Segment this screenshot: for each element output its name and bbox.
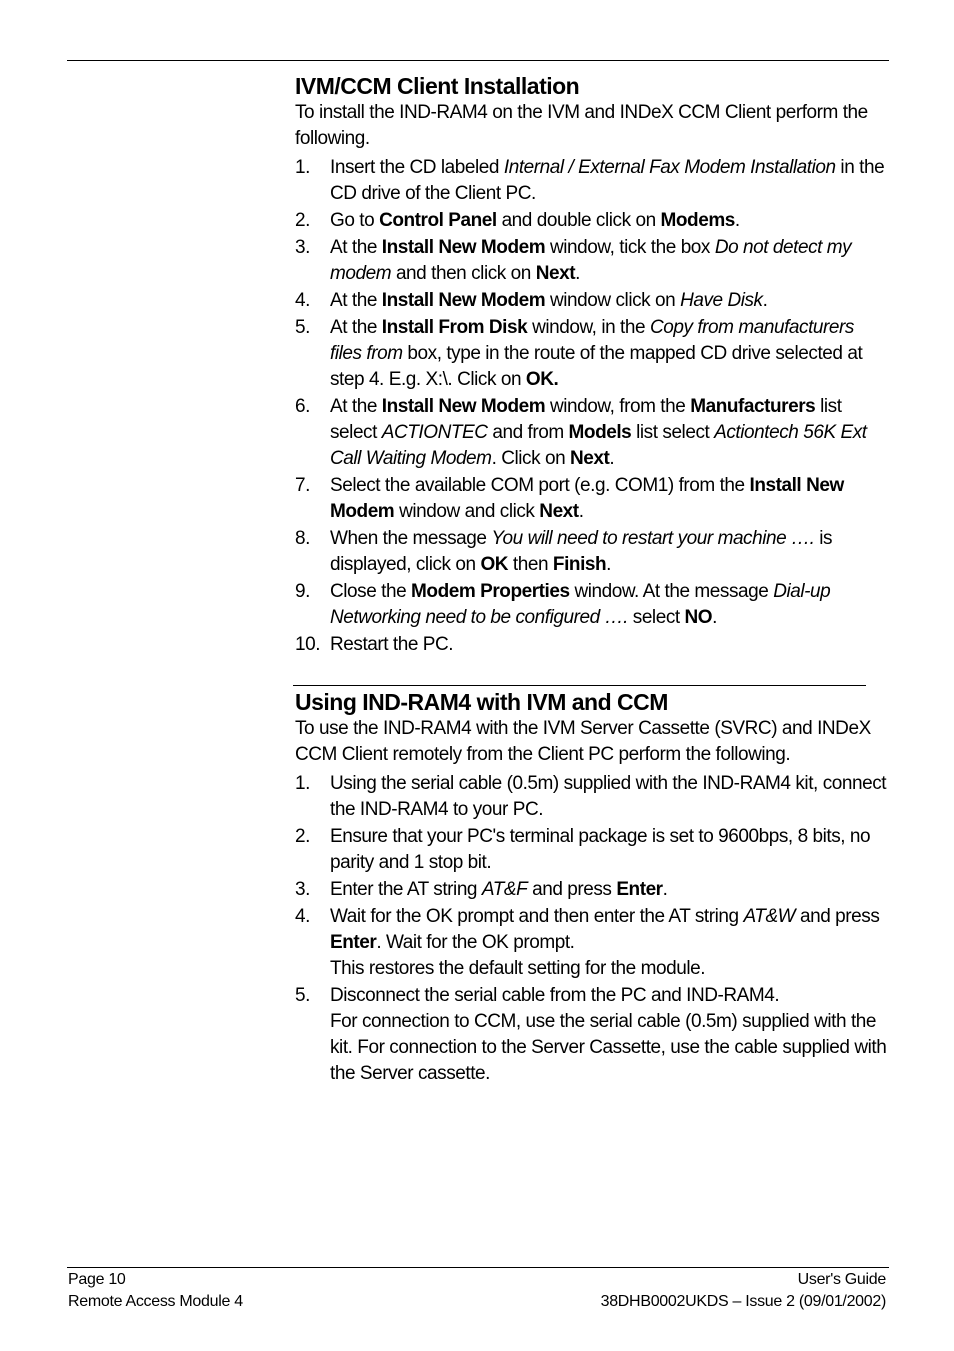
steps-list: [295, 155, 887, 658]
step-text-run: . Click on: [491, 448, 571, 469]
bold-term: Enter: [330, 932, 377, 953]
step-number: 5.: [295, 317, 310, 338]
bold-term: Enter: [616, 879, 663, 900]
step-text-run: .: [606, 554, 612, 575]
step-text-run: Using the serial cable (0.5m) supplied with the IND-RAM4 kit, connect the IND-RAM4 to your PC.: [330, 773, 887, 820]
bold-term: Install New Modem: [381, 237, 546, 258]
list-item: [295, 904, 887, 982]
step-text: [330, 581, 830, 628]
bold-term: Models: [568, 422, 632, 443]
section-intro: To use the IND-RAM4 with the IVM Server Cassette (SVRC) and INDeX CCM Client remotely from the Client PC perform the following.: [295, 718, 871, 765]
list-item: [295, 877, 887, 903]
step-text-run: list select: [330, 396, 842, 443]
step-text: [330, 290, 767, 311]
document-reference: 38DHB0002UKDS – Issue 2 (09/01/2002): [600, 1293, 886, 1310]
step-text-run: Enter the AT string: [330, 879, 482, 900]
bold-term: Install New Modem: [381, 290, 546, 311]
bold-term: Install New Modem: [381, 396, 546, 417]
step-text-run: list select: [631, 422, 715, 443]
step-text-run: .: [578, 501, 584, 522]
list-item: [295, 983, 887, 1087]
step-text: [330, 826, 870, 873]
step-text: [330, 237, 851, 284]
footer-left: [68, 1269, 243, 1313]
bold-term: NO: [684, 607, 713, 628]
step-text-run: select: [627, 607, 685, 628]
list-item: [295, 579, 887, 631]
step-text: [330, 773, 886, 820]
bold-term: OK.: [525, 369, 559, 390]
step-text-run: At the: [330, 237, 382, 258]
italic-term: ACTIONTEC: [381, 422, 488, 443]
step-number: 6.: [295, 396, 310, 417]
step-number: 1.: [295, 773, 310, 794]
bold-term: Manufacturers: [690, 396, 816, 417]
step-text-run: in the CD drive of the Client PC.: [330, 157, 885, 204]
list-item: [295, 155, 887, 207]
list-item: [295, 394, 887, 472]
step-text-run: and press: [527, 879, 617, 900]
steps-list: [295, 771, 887, 1087]
step-text-run: Insert the CD labeled: [330, 157, 504, 178]
step-text-run: .: [712, 607, 717, 628]
step-number: 8.: [295, 528, 310, 549]
italic-term: AT&F: [481, 879, 528, 900]
bold-term: Modems: [660, 210, 735, 231]
step-text-run: At the: [330, 396, 382, 417]
step-text-run: Go to: [330, 210, 380, 231]
step-text-run: is displayed, click on: [330, 528, 833, 575]
header-rule: [67, 60, 889, 61]
footer-right: [601, 1269, 886, 1313]
bold-term: Next: [535, 263, 576, 284]
step-text-run: .: [734, 210, 740, 231]
step-number: 4.: [295, 906, 310, 927]
italic-term: Do not detect my modem: [330, 237, 852, 284]
list-item: [295, 235, 887, 287]
section-using-ind-ram4: [295, 688, 887, 1087]
step-text-run: Restart the PC.: [330, 634, 454, 655]
list-item: [295, 824, 887, 876]
step-text-run: window, in the: [527, 317, 650, 338]
product-name: Remote Access Module 4: [68, 1293, 243, 1310]
bold-term: Modem Properties: [411, 581, 570, 602]
bold-term: Next: [539, 501, 579, 522]
section-title: Using IND-RAM4 with IVM and CCM: [295, 689, 668, 715]
step-text-run: .: [662, 879, 668, 900]
step-text-run: Select the available COM port (e.g. COM1) from the: [330, 475, 750, 496]
step-text: [330, 210, 740, 231]
step-text-run: and press: [795, 906, 880, 927]
italic-term: You will need to restart your machine ….: [491, 528, 815, 549]
step-text-run: This restores the default setting for the module.: [330, 958, 706, 979]
step-number: 3.: [295, 879, 310, 900]
step-text: [330, 634, 453, 655]
italic-term: Copy from manufacturers files from: [330, 317, 854, 364]
guide-title: User's Guide: [797, 1271, 886, 1288]
section-divider: [293, 685, 866, 686]
step-text: [330, 396, 867, 469]
step-number: 9.: [295, 581, 310, 602]
step-text-run: . Wait for the OK prompt.: [376, 932, 575, 953]
section-title: IVM/CCM Client Installation: [295, 73, 580, 99]
italic-term: Have Disk: [680, 290, 763, 311]
step-text: [330, 317, 862, 390]
italic-term: Dial-up Networking need to be configured ….: [330, 581, 831, 628]
step-text-run: window, tick the box: [545, 237, 715, 258]
step-text-run: and then click on: [391, 263, 536, 284]
step-text-run: window and click: [394, 501, 540, 522]
bold-term: Install New Modem: [330, 475, 844, 522]
step-number: 4.: [295, 290, 310, 311]
step-text-run: Disconnect the serial cable from the PC and IND-RAM4.: [330, 985, 780, 1006]
step-number: 2.: [295, 210, 310, 231]
step-text-run: .: [762, 290, 768, 311]
step-text-run: At the: [330, 290, 382, 311]
step-text-run: and double click on: [496, 210, 661, 231]
italic-term: Actiontech 56K Ext Call Waiting Modem: [330, 422, 867, 469]
bold-term: OK: [480, 554, 509, 575]
step-text-run: window. At the message: [569, 581, 774, 602]
list-item: [295, 771, 887, 823]
bold-term: Control Panel: [379, 210, 497, 231]
step-number: 10.: [295, 634, 321, 655]
step-number: 5.: [295, 985, 310, 1006]
step-text-run: and from: [487, 422, 569, 443]
step-number: 3.: [295, 237, 310, 258]
step-text-run: window click on: [545, 290, 681, 311]
section-intro: To install the IND-RAM4 on the IVM and INDeX CCM Client perform the following.: [295, 102, 868, 149]
step-text: [330, 879, 667, 900]
bold-term: Next: [570, 448, 610, 469]
step-text-run: Ensure that your PC's terminal package is set to 9600bps, 8 bits, no parity and 1 stop bit.: [330, 826, 871, 873]
step-number: 1.: [295, 157, 310, 178]
list-item: [295, 526, 887, 578]
step-number: 7.: [295, 475, 310, 496]
step-text-run: .: [575, 263, 580, 284]
step-text-run: For connection to CCM, use the serial cable (0.5m) supplied with the kit. For connection to the Server Cassette, use the cable supplied with the Server cassette.: [330, 1011, 887, 1084]
step-text: [330, 475, 844, 522]
italic-term: Internal / External Fax Modem Installation: [503, 157, 836, 178]
step-text-run: window, from the: [545, 396, 691, 417]
step-text-run: box, type in the route of the mapped CD drive selected at step 4. E.g. X:\. Click on: [330, 343, 863, 390]
step-text-run: When the message: [330, 528, 492, 549]
step-text-run: .: [609, 448, 615, 469]
step-text: [330, 985, 886, 1084]
list-item: [295, 208, 887, 234]
step-text-run: Close the: [330, 581, 412, 602]
section-client-installation: [295, 72, 887, 658]
footer-rule: [67, 1267, 889, 1268]
step-text: [330, 906, 879, 979]
list-item: [295, 473, 887, 525]
step-text-run: At the: [330, 317, 382, 338]
step-text: [330, 157, 884, 204]
italic-term: AT&W: [743, 906, 796, 927]
step-number: 2.: [295, 826, 310, 847]
bold-term: Install From Disk: [381, 317, 528, 338]
step-text: [330, 528, 832, 575]
page-number: Page 10: [68, 1271, 126, 1288]
list-item: [295, 288, 887, 314]
list-item: [295, 315, 887, 393]
list-item: [295, 632, 887, 658]
bold-term: Finish: [552, 554, 607, 575]
step-text-run: Wait for the OK prompt and then enter the AT string: [330, 906, 744, 927]
step-text-run: then: [508, 554, 553, 575]
